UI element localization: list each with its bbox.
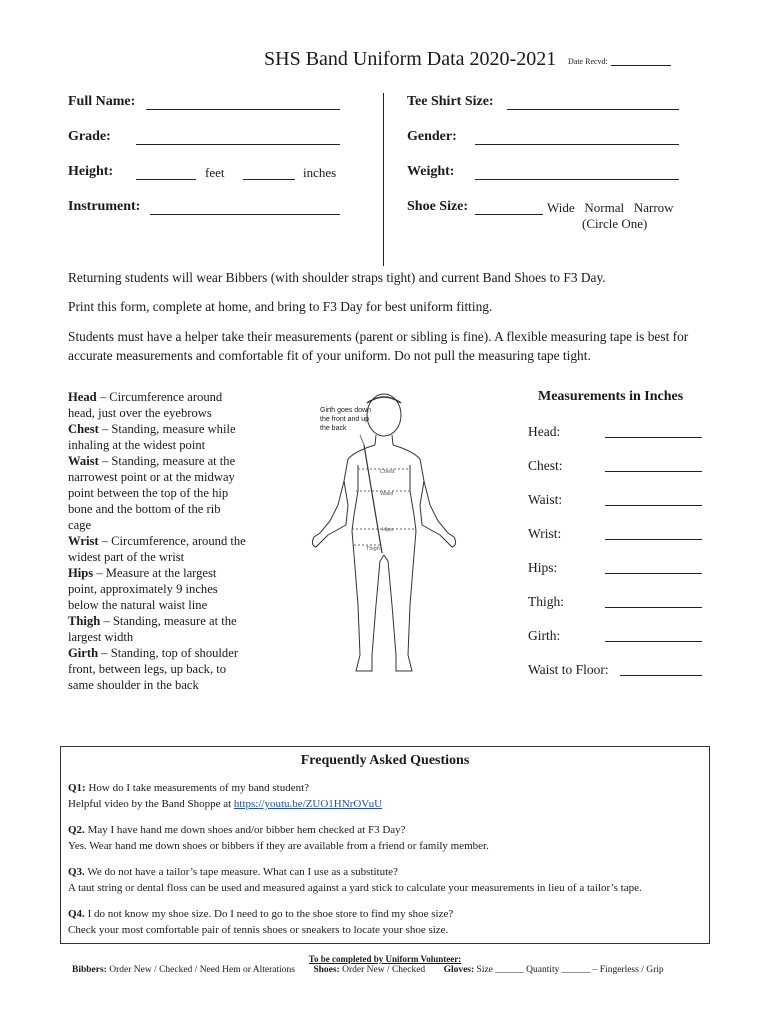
instrument-field[interactable] [150,214,340,215]
bibbers-label: Bibbers: [72,965,107,975]
faq-title: Frequently Asked Questions [300,753,470,768]
chest-measure-field[interactable] [605,471,702,472]
feet-label: feet [205,165,225,180]
figure-waist-label: Waist [380,491,394,497]
faq-q2 [68,822,704,854]
definition-term: Girth [68,646,99,660]
faq-q3 [68,864,704,896]
volunteer-heading: To be completed by Uniform Volunteer: [308,954,462,964]
faq-q1-number: Q1: [68,782,86,794]
instruction-returning: Returning students will wear Bibbers (with shoulder straps tight) and current Band Shoes to F3 Day. [68,270,606,285]
inches-label: inches [303,165,337,180]
definition-term: Thigh [68,614,101,628]
figure-hips-label: Hips [382,527,394,533]
faq-q1-question: How do I take measurements of my band student? [85,782,310,794]
definition-text: – Measure at the largest point, approximately 9 inches below the natural waist line [68,566,218,612]
grade-label: Grade: [68,129,111,144]
definition-hips [68,565,246,613]
faq-a4-text: Check your most comfortable pair of tennis shoes or sneakers to locate your shoe size. [68,924,449,936]
hips-measure-label: Hips: [528,560,558,575]
height-inches-field[interactable] [243,179,295,180]
definition-text: – Standing, top of shoulder front, between legs, up back, to same shoulder in the back [68,646,239,692]
chest-measure-label: Chest: [528,458,563,473]
head-measure-field[interactable] [605,437,702,438]
girth-note: Girth goes down the front and up the back [320,407,371,432]
figure-chest-label: Chest [380,469,395,475]
page-title: SHS Band Uniform Data 2020-2021 [264,48,557,70]
gender-label: Gender: [407,129,457,144]
definition-text: – Standing, measure at the largest width [68,614,237,644]
waist-measure-label: Waist: [528,492,563,507]
definition-text: – Standing, measure at the narrowest point or at the midway point between the top of the hip bone and the bottom of the rib cage [68,454,236,532]
circle-one-note: (Circle One) [582,216,648,231]
faq-q4-question: I do not know my shoe size. Do I need to go to the shoe store to find my shoe size? [84,908,454,920]
definition-text: – Circumference, around the widest part of the wrist [68,534,246,564]
shoe-size-label: Shoe Size: [407,199,469,214]
full-name-field[interactable] [146,109,340,110]
figure-thigh-label: Thigh [366,546,380,552]
shoes-options[interactable]: Order New / Checked [339,965,426,975]
shoes-label: Shoes: [313,965,340,975]
definition-wrist [68,533,246,565]
waist-to-floor-field[interactable] [620,675,702,676]
faq-q4 [68,906,704,938]
waist-to-floor-label: Waist to Floor: [528,662,609,677]
grade-field[interactable] [136,144,340,145]
full-name-label: Full Name: [68,94,136,109]
column-divider [383,93,384,266]
instruction-print: Print this form, complete at home, and bring to F3 Day for best uniform fitting. [68,299,493,314]
wrist-measure-field[interactable] [605,539,702,540]
thigh-measure-label: Thigh: [528,594,564,609]
gender-field[interactable] [475,144,679,145]
definition-chest [68,421,246,453]
tee-shirt-field[interactable] [507,109,679,110]
definition-term: Hips [68,566,94,580]
measurements-title: Measurements in Inches [538,389,684,404]
faq-a1-text: Helpful video by the Band Shoppe at [68,798,234,810]
thigh-measure-field[interactable] [605,607,702,608]
definition-girth [68,645,246,693]
shoe-width-options[interactable]: Wide Normal Narrow [547,200,674,215]
date-received [568,57,671,66]
definition-text: – Circumference around head, just over the eyebrows [68,390,223,420]
definition-text: – Standing, measure while inhaling at the widest point [68,422,236,452]
date-received-field[interactable] [611,65,671,66]
faq-a3-text: A taut string or dental floss can be used and measured against a yard stick to calculate your measurements in lieu of a tailor’s tape. [68,882,642,894]
bibbers-options[interactable]: Order New / Checked / Need Hem or Alterations [106,965,295,975]
head-measure-label: Head: [528,424,561,439]
faq-q2-question: May I have hand me down shoes and/or bibber hem checked at F3 Day? [84,824,406,836]
definition-term: Wrist [68,534,99,548]
faq-q3-question: We do not have a tailor’s tape measure. What can I use as a substitute? [84,866,398,878]
gloves-options[interactable]: Size ______ Quantity ______ – Fingerless / Grip [474,965,664,975]
tee-shirt-label: Tee Shirt Size: [407,94,494,109]
date-received-label: Date Recvd: [568,57,608,66]
measurement-definitions [68,389,246,693]
definition-head [68,389,246,421]
volunteer-checklist [72,965,664,975]
faq-a2-text: Yes. Wear hand me down shoes or bibbers if they are available from a friend or family member. [68,840,489,852]
hips-measure-field[interactable] [605,573,702,574]
definition-term: Chest [68,422,99,436]
definition-thigh [68,613,246,645]
video-link[interactable]: https://youtu.be/ZUO1HNrOVuU [233,798,383,810]
instrument-label: Instrument: [68,199,141,214]
instruction-helper: Students must have a helper take their measurements (parent or sibling is fine). A flexible measuring tape is best for accurate measurements and comfortable fit of your uniform. Do not pull the measuring tape tight. [68,329,689,363]
definition-waist [68,453,246,533]
gloves-label: Gloves: [443,965,475,975]
wrist-measure-label: Wrist: [528,526,562,541]
faq-q1 [68,780,704,812]
girth-measure-field[interactable] [605,641,702,642]
definition-term: Head [68,390,97,404]
weight-field[interactable] [475,179,679,180]
definition-term: Waist [68,454,99,468]
girth-measure-label: Girth: [528,628,561,643]
height-feet-field[interactable] [136,179,196,180]
shoe-size-field[interactable] [475,214,543,215]
waist-measure-field[interactable] [605,505,702,506]
faq-q2-number: Q2. [68,824,85,836]
faq-q3-number: Q3. [68,866,85,878]
height-label: Height: [68,164,114,179]
weight-label: Weight: [407,164,455,179]
faq-q4-number: Q4. [68,908,85,920]
